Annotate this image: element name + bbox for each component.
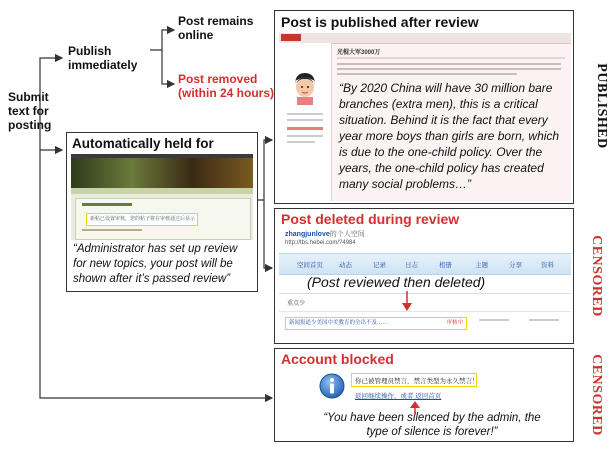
blocked-message-box: 你已被管理员禁言，禁言类型为永久禁言！ [351, 373, 477, 387]
review-notice-highlight: 新帖已设置审核，您的帖子将在审核通过后显示 [86, 213, 198, 226]
deleted-note: (Post reviewed then deleted) [307, 274, 486, 290]
deleted-panel [274, 208, 574, 344]
submit-label: Submit text for posting [8, 90, 52, 132]
published-panel [274, 10, 574, 204]
published-quote: “By 2020 China will have 30 million bare branches (extra men), this is a critical situation. Behind it is the fact that every year more boys than girls are born, which is due to the one-child policy. Over the years, the one-child policy has created many social problems…” [339, 81, 560, 191]
post-remains-label: Post remains online [178, 14, 254, 42]
nav-item[interactable]: 分享 [509, 262, 522, 269]
nav-item[interactable]: 主题 [475, 262, 488, 269]
space-url: http://tbs.hebei.com/?4984 [285, 240, 356, 246]
post-removed-label: Post removed (within 24 hours) [178, 72, 274, 100]
deleted-screenshot [279, 229, 571, 341]
held-panel-title: Automatically held for [72, 136, 214, 151]
published-screenshot [279, 33, 571, 201]
deleted-side-label: CENSORED [589, 235, 604, 317]
nav-item[interactable]: 日志 [405, 262, 418, 269]
arrow-down-icon [397, 291, 417, 313]
review-notice-box [75, 198, 251, 240]
held-for-review-panel [66, 132, 258, 292]
row-text: 重点少 [287, 301, 306, 307]
post-title: 光棍大军3000万 [337, 50, 381, 56]
held-quote: “Administrator has set up review for new topics, your post will be shown after it’s passed review” [73, 243, 238, 285]
forum-banner [71, 158, 253, 188]
space-owner: zhangjunlove的个人空间 [285, 231, 365, 238]
avatar [289, 69, 321, 105]
deleted-post-row: 新闻报道少美国中美教育的全出不及…… 审核中 [285, 317, 467, 330]
nav-item[interactable]: 动态 [339, 262, 352, 269]
blocked-panel [274, 348, 574, 442]
space-nav [279, 253, 571, 275]
published-side-label: PUBLISHED [594, 63, 609, 149]
info-icon [319, 373, 345, 399]
blocked-panel-title: Account blocked [281, 351, 394, 367]
return-links[interactable]: 返回继续操作，或者 返回首页 [355, 393, 442, 400]
published-panel-title: Post is published after review [281, 14, 479, 30]
publish-immediately-label: Publish immediately [68, 44, 138, 72]
deleted-panel-title: Post deleted during review [281, 211, 460, 227]
nav-item[interactable]: 记录 [373, 262, 386, 269]
blocked-quote: “You have been silenced by the admin, the type of silence is forever!” [323, 412, 541, 438]
blocked-side-label: CENSORED [589, 354, 604, 436]
nav-item[interactable]: 相册 [439, 262, 452, 269]
nav-item[interactable]: 空间首页 [297, 262, 323, 269]
held-screenshot [71, 154, 253, 240]
nav-item[interactable]: 资料 [541, 262, 554, 269]
user-sidebar [279, 43, 332, 201]
